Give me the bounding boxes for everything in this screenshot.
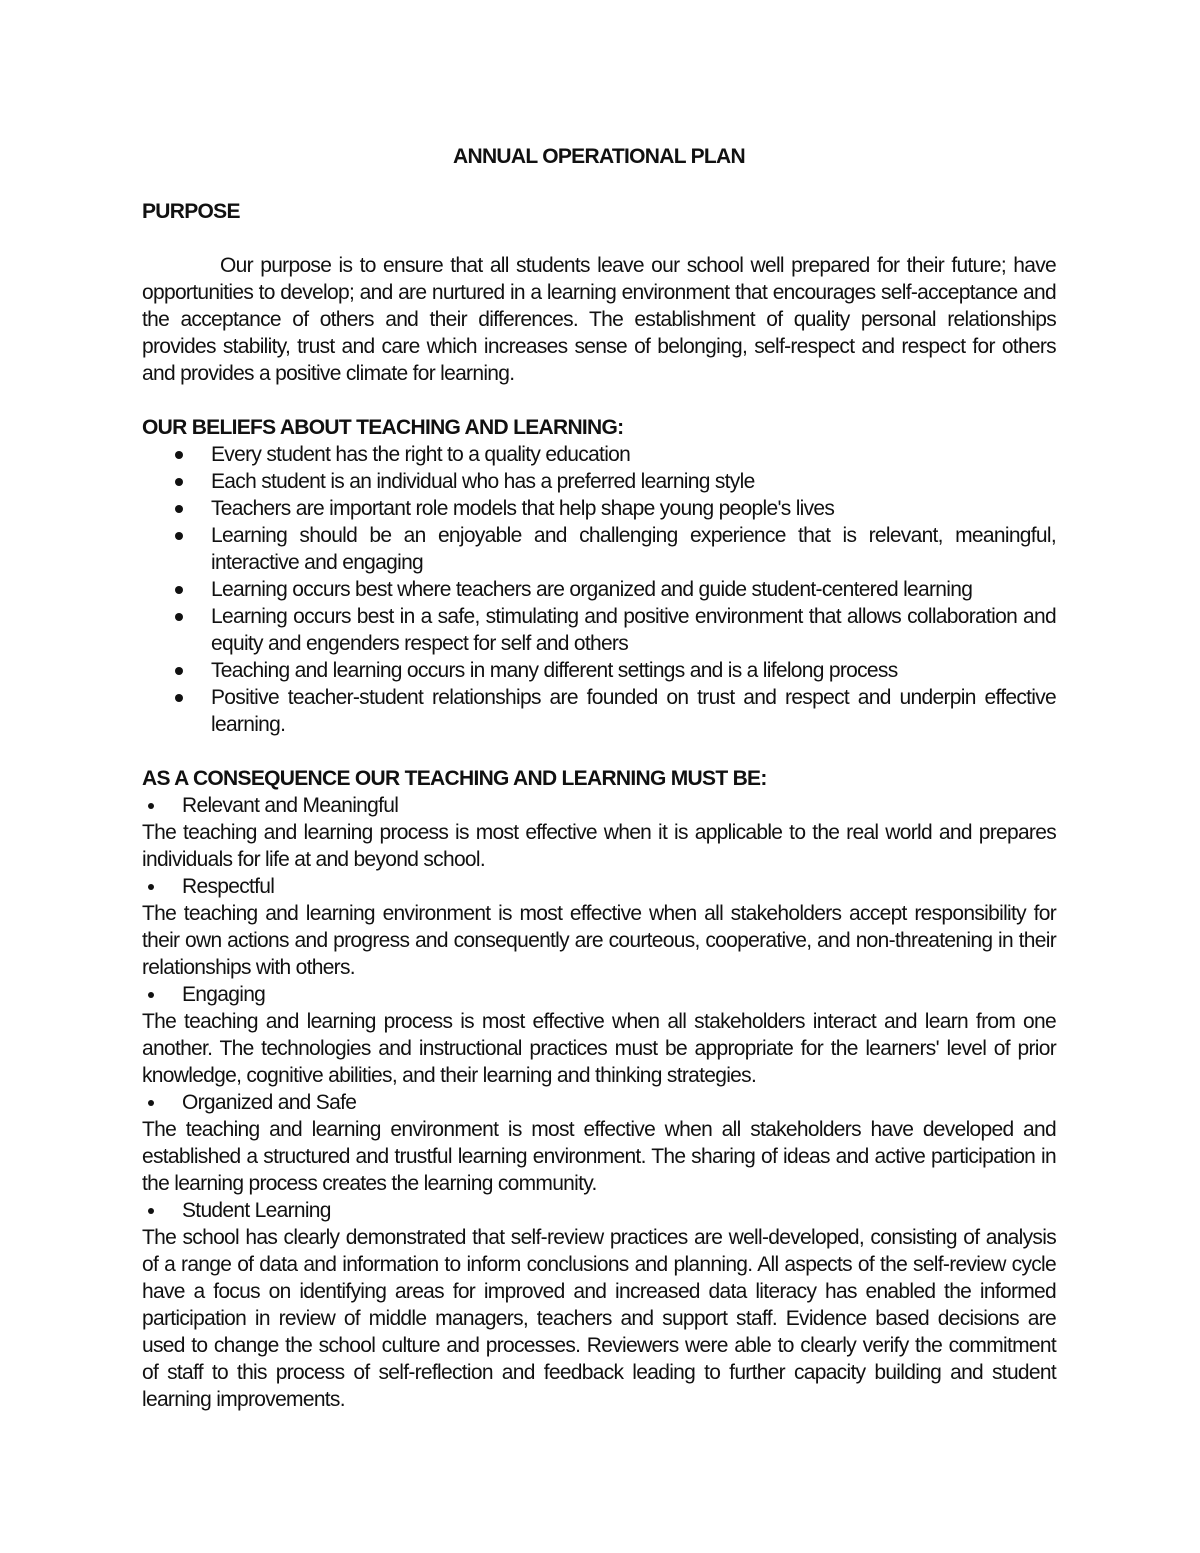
consequence-item-label: Engaging (142, 981, 1056, 1008)
spacer (142, 387, 1056, 414)
bullet-icon (148, 1208, 154, 1214)
consequence-item-text: The teaching and learning environment is most effective when all stakeholders have developed and established a structured and trustful learning environment. The sharing of ideas and active participation in the learning process creates the learning community. (142, 1118, 1056, 1195)
consequence-heading: AS A CONSEQUENCE OUR TEACHING AND LEARNING MUST BE: (142, 767, 767, 790)
purpose-paragraph: Our purpose is to ensure that all students leave our school well prepared for their future; have opportunities to develop; and are nurtured in a learning environment that encourages self-acceptance and the acceptance of others and their differences. The establishment of quality personal relationships provides stability, trust and care which increases sense of belonging, self-respect and respect for others and provides a positive climate for learning. (142, 254, 1056, 385)
consequence-item-text: The teaching and learning process is most effective when all stakeholders interact and learn from one another. The technologies and instructional practices must be appropriate for the learners' level of prior knowledge, cognitive abilities, and their learning and thinking strategies. (142, 1010, 1056, 1087)
purpose-heading: PURPOSE (142, 200, 240, 223)
list-item: Teaching and learning occurs in many different settings and is a lifelong process (142, 657, 1056, 684)
bullet-icon (148, 803, 154, 809)
bullet-icon (148, 992, 154, 998)
list-item: Teachers are important role models that help shape young people's lives (142, 495, 1056, 522)
document-title: ANNUAL OPERATIONAL PLAN (453, 145, 745, 168)
bullet-icon (175, 505, 183, 513)
list-item: Each student is an individual who has a preferred learning style (142, 468, 1056, 495)
consequence-item-label: Organized and Safe (142, 1089, 1056, 1116)
consequence-item-label: Relevant and Meaningful (142, 792, 1056, 819)
list-item: Learning occurs best where teachers are organized and guide student-centered learning (142, 576, 1056, 603)
bullet-icon (175, 613, 183, 621)
consequence-item-text: The school has clearly demonstrated that self-review practices are well-developed, consisting of analysis of a range of data and information to inform conclusions and planning. All aspects of the self-review cycle have a focus on identifying areas for improved and increased data literacy has enabled the informed participation in review of middle managers, teachers and support staff. Evidence based decisions are used to change the school culture and processes. Reviewers were able to clearly verify the commitment of staff to this process of self-reflection and feedback leading to further capacity building and student learning improvements. (142, 1226, 1056, 1411)
bullet-icon (148, 1100, 154, 1106)
bullet-icon (175, 532, 183, 540)
spacer (142, 738, 1056, 765)
list-item: Positive teacher-student relationships are founded on trust and respect and underpin effective learning. (142, 684, 1056, 738)
list-item: Learning should be an enjoyable and challenging experience that is relevant, meaningful, interactive and engaging (142, 522, 1056, 576)
beliefs-list (142, 441, 1056, 738)
consequence-item-label: Student Learning (142, 1197, 1056, 1224)
bullet-icon (175, 586, 183, 594)
consequence-item-text: The teaching and learning process is most effective when it is applicable to the real world and prepares individuals for life at and beyond school. (142, 821, 1056, 871)
bullet-icon (175, 667, 183, 675)
bullet-icon (148, 884, 154, 890)
beliefs-heading: OUR BELIEFS ABOUT TEACHING AND LEARNING: (142, 416, 624, 439)
bullet-icon (175, 451, 183, 459)
list-item: Learning occurs best in a safe, stimulating and positive environment that allows collaboration and equity and engenders respect for self and others (142, 603, 1056, 657)
list-item: Every student has the right to a quality education (142, 441, 1056, 468)
consequence-item-text: The teaching and learning environment is most effective when all stakeholders accept responsibility for their own actions and progress and consequently are courteous, cooperative, and non-threatening in their relationships with others. (142, 902, 1056, 979)
bullet-icon (175, 694, 183, 702)
bullet-icon (175, 478, 183, 486)
document-page (142, 143, 1056, 1413)
consequence-item-label: Respectful (142, 873, 1056, 900)
